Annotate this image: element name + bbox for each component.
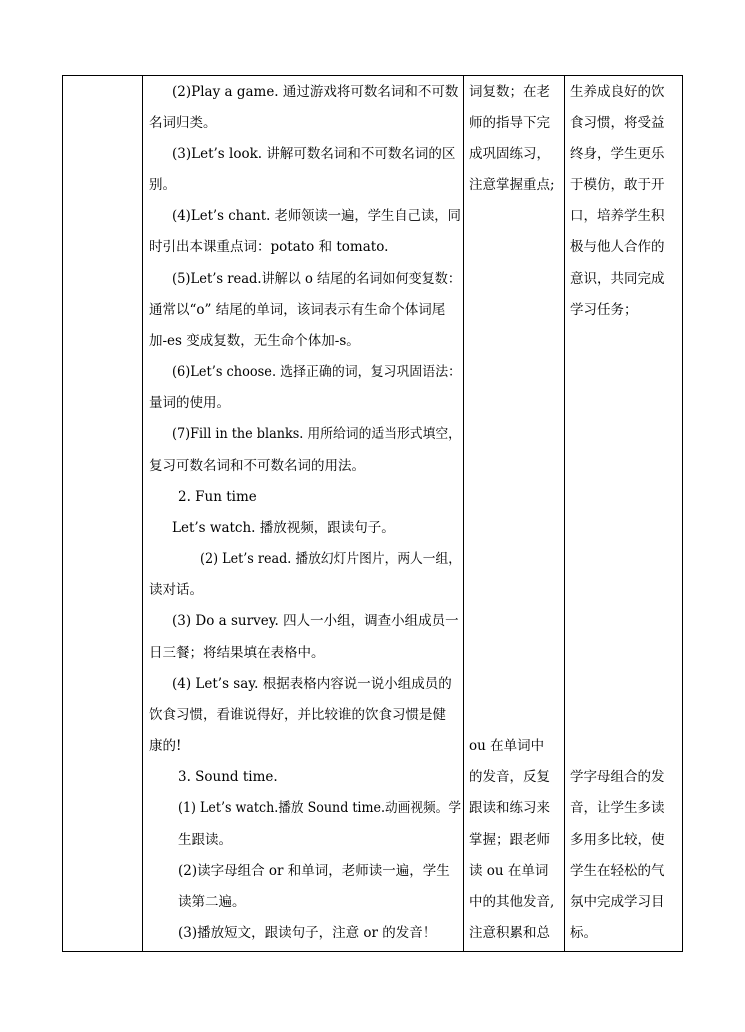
- process-line: 时引出本课重点词：potato 和 tomato.: [149, 239, 389, 255]
- activity-line: 师的指导下完: [469, 115, 550, 131]
- process-line: (3)播放短文，跟读句子，注意 or 的发音！: [178, 925, 437, 941]
- intent-line: 学习任务；: [570, 302, 638, 318]
- intent-line: 生养成良好的饮: [570, 84, 665, 100]
- section-heading: 2. Fun time: [178, 489, 257, 505]
- activity-line: 掌握；跟老师: [469, 832, 550, 848]
- process-line: (5)Let’s read.讲解以 o 结尾的名词如何变复数：: [172, 271, 461, 287]
- process-line: (2) Let’s read. 播放幻灯片图片，两人一组，: [200, 551, 462, 567]
- process-line: (2)Play a game. 通过游戏将可数名词和不可数: [172, 84, 459, 100]
- intent-line: 学字母组合的发: [570, 769, 665, 785]
- process-line: 加-es 变成复数，无生命个体加-s。: [149, 333, 360, 349]
- activity-line: 中的其他发音,: [469, 894, 555, 910]
- intent-line: 多用多比较，使: [570, 832, 665, 848]
- activity-line: 的发音，反复: [469, 769, 550, 785]
- intent-line: 学生在轻松的气: [570, 863, 665, 879]
- process-line: 名词归类。: [149, 115, 217, 131]
- process-line: 量词的使用。: [149, 395, 230, 411]
- intent-line: 意识，共同完成: [570, 271, 665, 287]
- process-line: (4)Let’s chant. 老师领读一遍，学生自己读，同: [172, 208, 461, 224]
- activity-line: 注意掌握重点;: [469, 177, 555, 193]
- process-line: Let’s watch. 播放视频，跟读句子。: [172, 520, 395, 536]
- process-line: 生跟读。: [178, 832, 232, 848]
- activity-line: 注意积累和总: [469, 925, 550, 941]
- process-line: (3) Do a survey. 四人一小组，调查小组成员一: [172, 613, 459, 629]
- intent-line: 极与他人合作的: [570, 239, 665, 255]
- process-line: (4) Let’s say. 根据表格内容说一说小组成员的: [172, 676, 452, 692]
- intent-line: 氛中完成学习目: [570, 894, 665, 910]
- process-line: (1) Let’s watch.播放 Sound time.动画视频。学: [178, 800, 461, 816]
- intent-line: 食习惯，将受益: [570, 115, 665, 131]
- activity-line: 词复数；在老: [469, 84, 550, 100]
- process-line: 读第二遍。: [178, 894, 246, 910]
- activity-line: ou 在单词中: [469, 738, 545, 754]
- intent-line: 音，让学生多读: [570, 800, 665, 816]
- intent-line: 口，培养学生积: [570, 208, 665, 224]
- process-line: 读对话。: [149, 582, 203, 598]
- table-top-border: [62, 75, 683, 76]
- process-line: (3)Let’s look. 讲解可数名词和不可数名词的区: [172, 146, 456, 162]
- activity-line: 跟读和练习来: [469, 800, 550, 816]
- process-line: 复习可数名词和不可数名词的用法。: [149, 458, 365, 474]
- process-line: (2)读字母组合 or 和单词，老师读一遍，学生: [178, 863, 450, 879]
- column-divider-2: [463, 75, 464, 952]
- intent-line: 终身，学生更乐: [570, 146, 665, 162]
- process-line: (6)Let’s choose. 选择正确的词，复习巩固语法：: [172, 364, 462, 380]
- process-line: 饮食习惯，看谁说得好，并比较谁的饮食习惯是健: [149, 707, 446, 723]
- process-line: 日三餐；将结果填在表格中。: [149, 645, 325, 661]
- section-heading: 3. Sound time.: [178, 769, 278, 785]
- column-divider-1: [142, 75, 143, 952]
- column-divider-3: [564, 75, 565, 952]
- activity-line: 读 ou 在单词: [469, 863, 549, 879]
- intent-line: 标。: [570, 925, 597, 941]
- process-line: 别。: [149, 177, 176, 193]
- table-right-border: [682, 75, 683, 952]
- process-line: 通常以“o” 结尾的单词，该词表示有生命个体词尾: [149, 302, 446, 318]
- intent-line: 于模仿，敢于开: [570, 177, 665, 193]
- process-line: 康的!: [149, 738, 182, 754]
- table-cell-1: [63, 76, 142, 951]
- activity-line: 成巩固练习，: [469, 146, 550, 162]
- process-line: (7)Fill in the blanks. 用所给词的适当形式填空，: [172, 426, 461, 442]
- table-bottom-border: [62, 951, 683, 952]
